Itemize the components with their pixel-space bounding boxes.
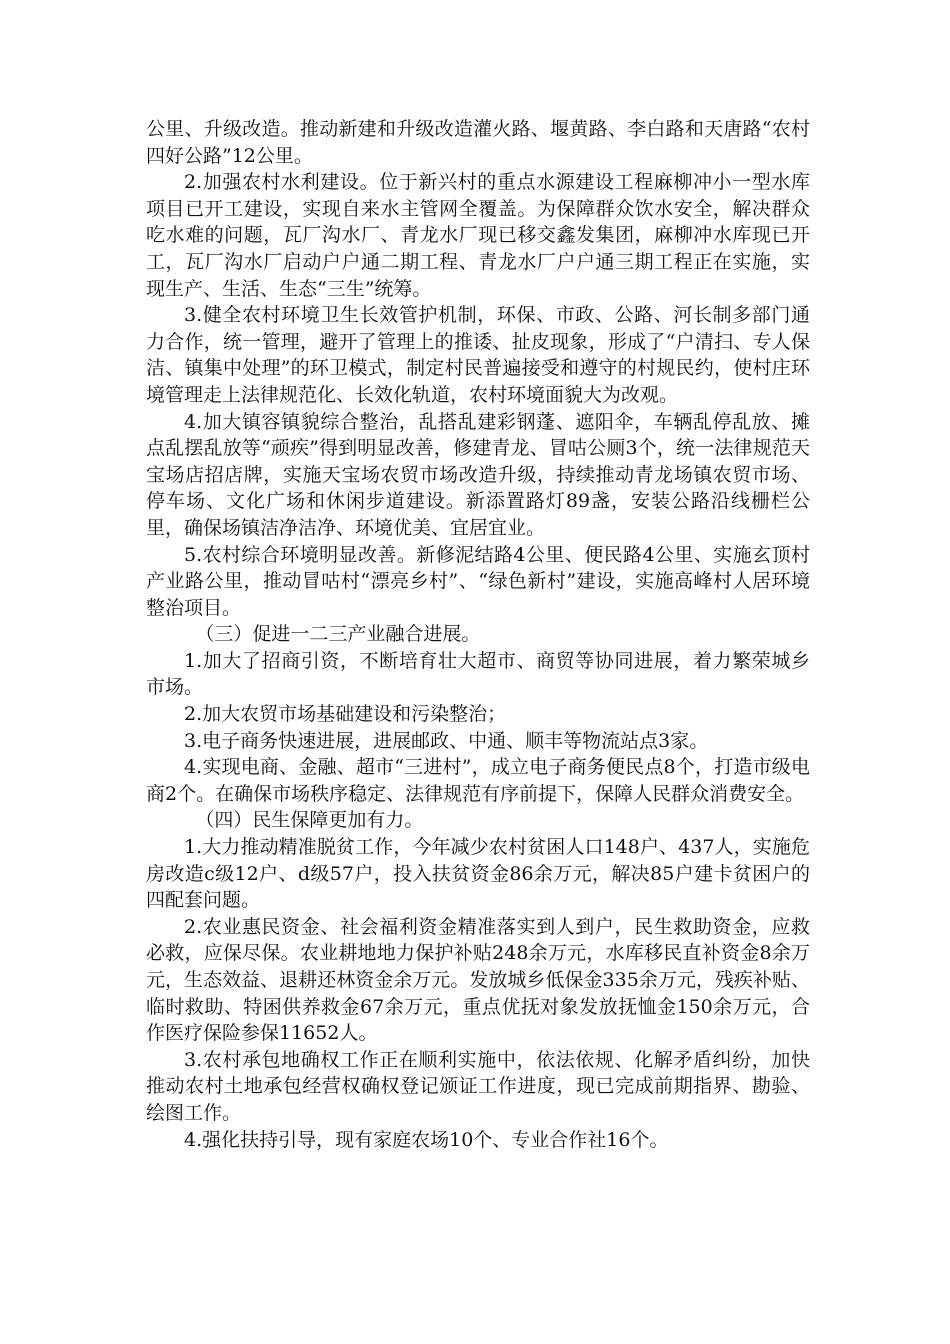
paragraph-ecommerce: 3.电子商务快速进展，进展邮政、中通、顺丰等物流站点3家。 — [184, 729, 709, 752]
paragraph-poverty-alleviation: 1.大力推动精准脱贫工作，今年减少农村贫困人口148户、437人，实施危房改造c级12户、d级57户，投入扶贫资金86余万元，解决85户建卡贫困户的四配套问题。 — [146, 836, 810, 912]
document-page — [146, 116, 810, 1153]
paragraph-farmers-market: 2.加大农贸市场基础建设和污染整治； — [184, 703, 507, 726]
paragraph-water-conservancy: 2.加强农村水利建设。位于新兴村的重点水源建设工程麻柳冲小一型水库项目已开工建设，实现自来水主管网全覆盖。为保障群众饮水安全，解决群众吃水难的问题，瓦厂沟水厂、青龙水厂现已移交鑫发集团，麻柳冲水库现已开工，瓦厂沟水厂启动户户通二期工程、青龙水厂户户通三期工程正在实施，实现生产、生活、生态“三生”统筹。 — [146, 171, 810, 300]
paragraph-sanitation-mechanism: 3.健全农村环境卫生长效管护机制，环保、市政、公路、河长制多部门通力合作，统一管理，避开了管理上的推诿、扯皮现象，形成了“户清扫、专人保洁、镇集中处理”的环卫模式，制定村民普遍接受和遵守的村规民约，使村庄环境管理走上法律规范化、长效化轨道，农村环境面貌大为改观。 — [146, 304, 810, 406]
paragraph-family-farms: 4.强化扶持引导，现有家庭农场10个、专业合作社16个。 — [184, 1128, 669, 1151]
paragraph-continuation: 公里、升级改造。推动新建和升级改造灌火路、堰黄路、李白路和天唐路“农村四好公路”12公里。 — [146, 118, 810, 167]
paragraph-investment: 1.加大了招商引资，不断培育壮大超市、商贸等协同进展，着力繁荣城乡市场。 — [146, 649, 810, 699]
paragraph-rural-environment: 5.农村综合环境明显改善。新修泥结路4公里、便民路4公里、实施玄顶村产业路公里，推动冒咕村“漂亮乡村”、“绿色新村”建设，实施高峰村人居环境整治项目。 — [146, 543, 810, 619]
paragraph-land-rights: 3.农村承包地确权工作正在顺利实施中，依法依规、化解矛盾纠纷，加快推动农村土地承包经营权确权登记颁证工作进度，现已完成前期指界、勘验、绘图工作。 — [146, 1048, 810, 1124]
section-heading-industry-integration: （三）促进一二三产业融合进展。 — [195, 623, 481, 646]
paragraph-welfare-funds: 2.农业惠民资金、社会福利资金精准落实到人到户，民生救助资金，应救必救，应保尽保。农业耕地地力保护补贴248余万元，水库移民直补资金8余万元，生态效益、退耕还林资金余万元。发放城乡低保金335余万元，残疾补贴、临时救助、特困供养救金67余万元，重点优抚对象发放抚恤金150余万元，合作医疗保险参保11652人。 — [146, 915, 810, 1045]
paragraph-town-appearance: 4.加大镇容镇貌综合整治，乱搭乱建彩钢蓬、遮阳伞，车辆乱停乱放、摊点乱摆乱放等“顽疾”得到明显改善，修建青龙、冒咕公厕3个，统一法律规范天宝场店招店牌，实施天宝场农贸市场改造升级，持续推动青龙场镇农贸市场、停车场、文化广场和休闲步道建设。新添置路灯89盏，安装公路沿线栅栏公里，确保场镇洁净洁净、环境优美、宜居宜业。 — [146, 410, 810, 539]
section-heading-livelihood: （四）民生保障更加有力。 — [195, 809, 424, 832]
paragraph-three-into-village: 4.实现电商、金融、超市“三进村”，成立电子商务便民点8个，打造市级电商2个。在确保市场秩序稳定、法律规范有序前提下，保障人民群众消费安全。 — [146, 756, 810, 805]
